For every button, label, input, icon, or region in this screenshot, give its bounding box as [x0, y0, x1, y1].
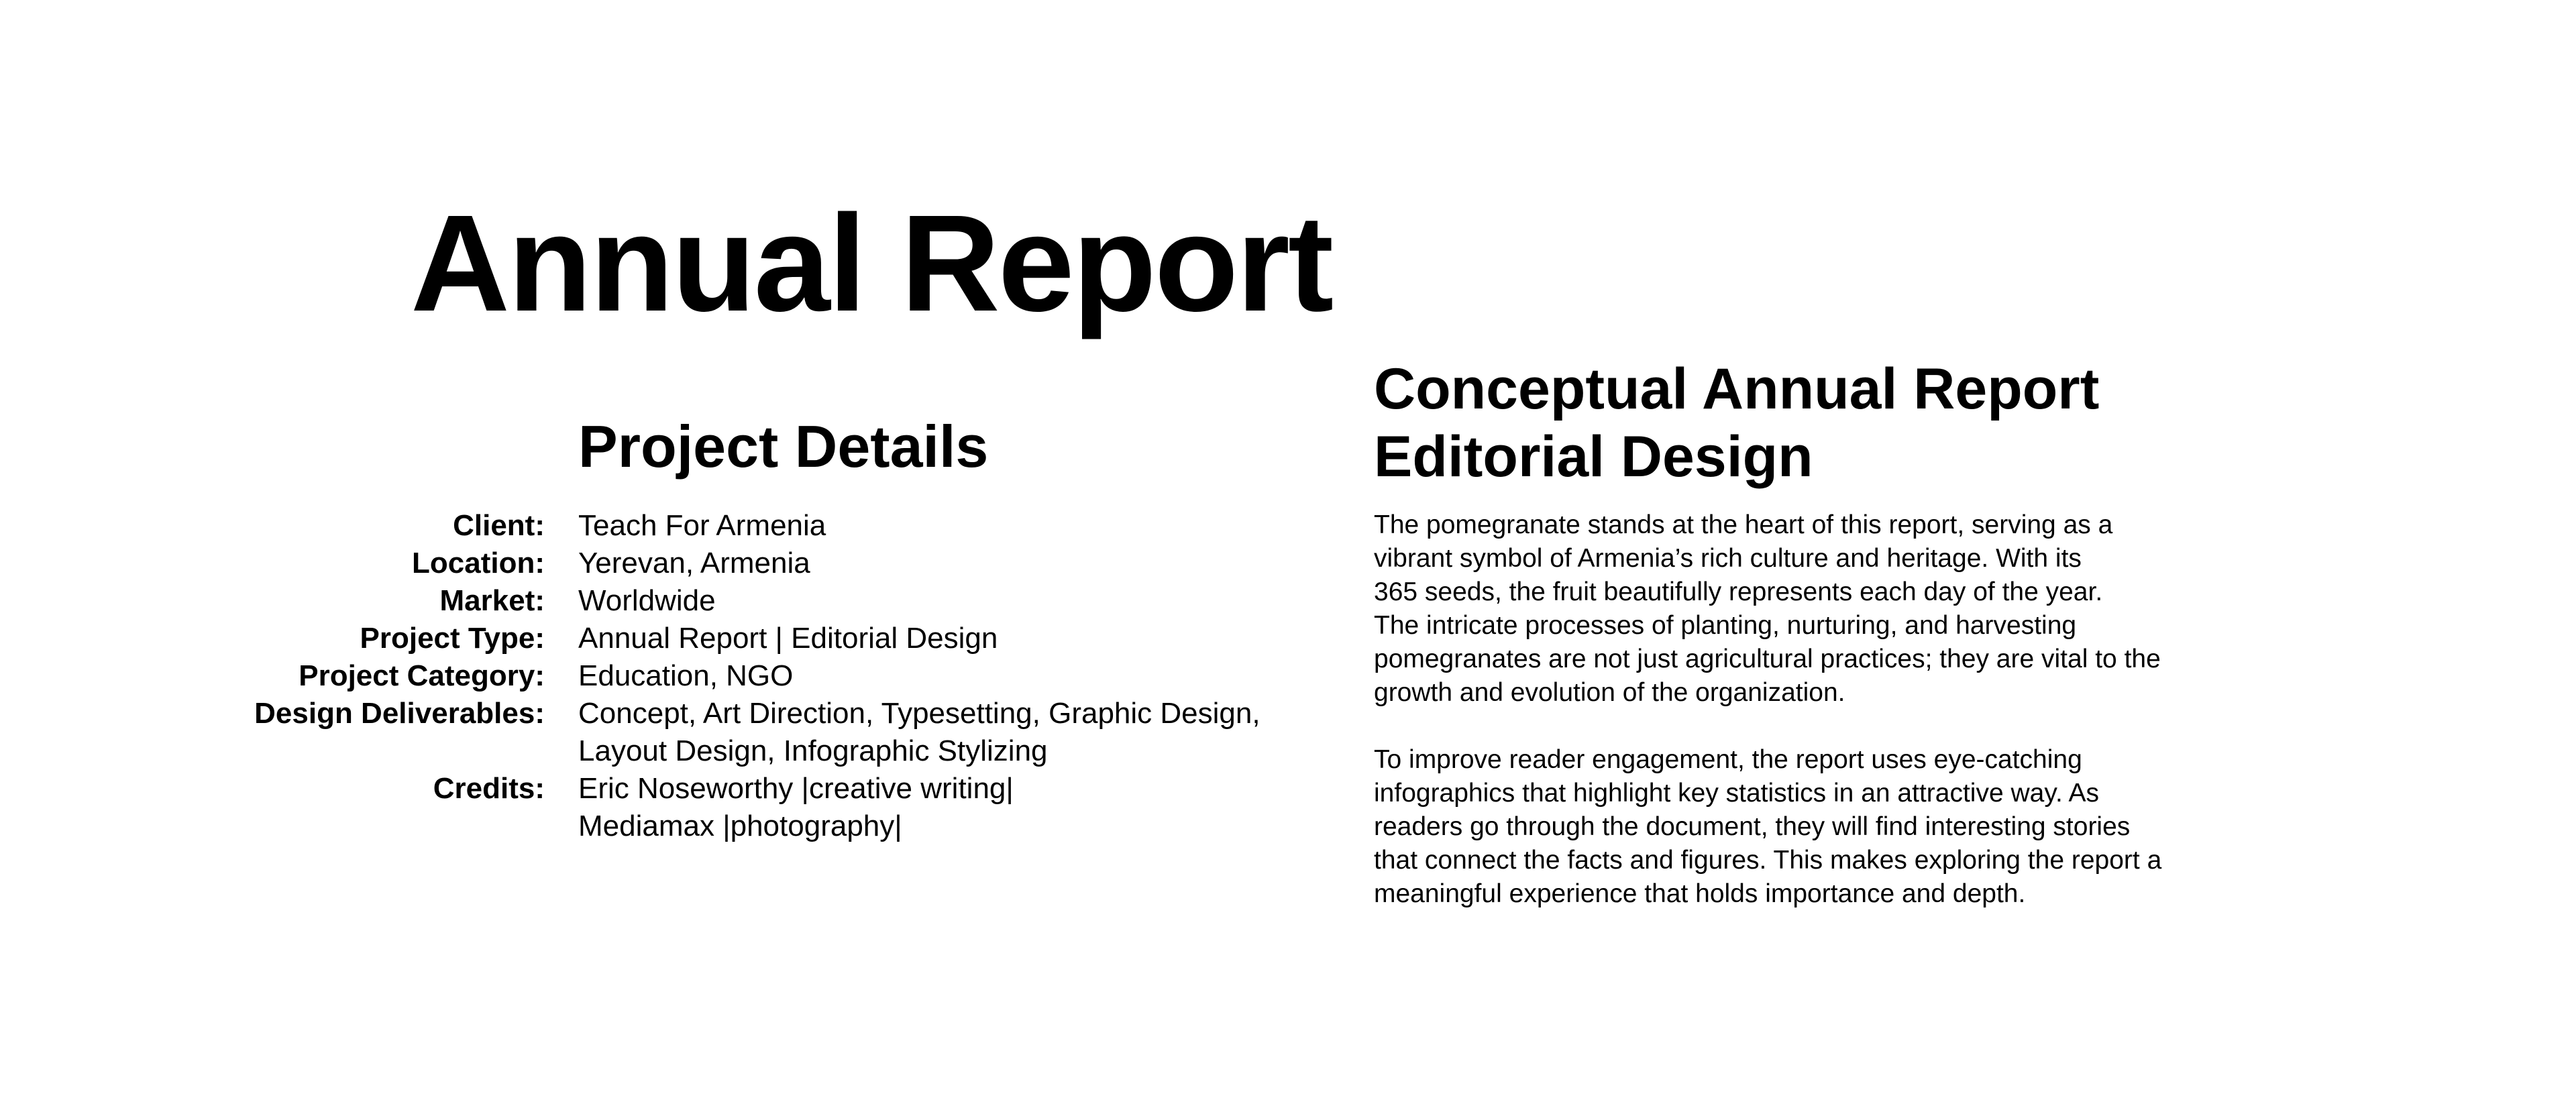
text-line: pomegranates are not just agricultural practices; they are vital to the	[1374, 645, 2161, 673]
text-line: infographics that highlight key statistics in an attractive way. As	[1374, 779, 2099, 808]
text-line: 365 seeds, the fruit beautifully represents each day of the year.	[1374, 577, 2103, 606]
concept-heading-line: Editorial Design	[1374, 425, 1813, 489]
text-line: that connect the facts and figures. This makes exploring the report a	[1374, 846, 2162, 875]
detail-value: Concept, Art Direction, Typesetting, Graphic Design,	[578, 697, 1260, 730]
detail-row-project-category	[0, 657, 1342, 695]
detail-row-market	[0, 582, 1342, 620]
concept-heading-line: Conceptual Annual Report	[1374, 357, 2100, 421]
detail-value-group	[578, 657, 793, 695]
detail-row-credits	[0, 770, 1342, 845]
page-title: Annual Report	[411, 186, 1332, 340]
project-details-list	[0, 507, 1342, 845]
detail-label: Market:	[439, 584, 545, 617]
detail-value: Annual Report | Editorial Design	[578, 622, 998, 655]
detail-value-group	[578, 770, 1014, 845]
text-line: growth and evolution of the organization.	[1374, 678, 1845, 707]
paragraph-spacer	[1374, 710, 2300, 743]
detail-label: Project Category:	[299, 659, 545, 692]
text-line: vibrant symbol of Armenia’s rich culture and heritage. With its	[1374, 544, 2082, 573]
detail-value-group	[578, 545, 810, 582]
concept-paragraph-1	[1374, 508, 2300, 710]
detail-value: Eric Noseworthy |creative writing|	[578, 772, 1014, 805]
text-line: To improve reader engagement, the report uses eye-catching	[1374, 745, 2082, 774]
detail-value: Education, NGO	[578, 659, 794, 692]
concept-description	[1374, 508, 2300, 911]
detail-label: Design Deliverables:	[254, 697, 545, 730]
detail-row-project-type	[0, 620, 1342, 657]
detail-row-location	[0, 545, 1342, 582]
detail-value: Mediamax |photography|	[578, 810, 902, 842]
text-line: meaningful experience that holds importance and depth.	[1374, 879, 2026, 908]
detail-value: Worldwide	[578, 584, 716, 617]
detail-row-client	[0, 507, 1342, 545]
detail-value-group	[578, 582, 716, 620]
detail-label: Credits:	[433, 772, 545, 805]
detail-value: Layout Design, Infographic Stylizing	[578, 734, 1048, 767]
detail-value-group	[578, 507, 826, 545]
concept-paragraph-2	[1374, 743, 2300, 911]
detail-value-group	[578, 695, 1260, 770]
detail-label: Client:	[453, 509, 545, 542]
detail-label: Project Type:	[360, 622, 545, 655]
text-line: The pomegranate stands at the heart of this report, serving as a	[1374, 510, 2113, 539]
project-details-heading: Project Details	[578, 413, 989, 480]
detail-value: Yerevan, Armenia	[578, 547, 810, 579]
text-line: The intricate processes of planting, nurturing, and harvesting	[1374, 611, 2077, 640]
detail-row-design-deliverables	[0, 695, 1342, 770]
detail-value-group	[578, 620, 998, 657]
text-line: readers go through the document, they will find interesting stories	[1374, 812, 2131, 841]
concept-heading	[1374, 355, 2099, 491]
detail-label: Location:	[412, 547, 545, 579]
detail-value: Teach For Armenia	[578, 509, 826, 542]
